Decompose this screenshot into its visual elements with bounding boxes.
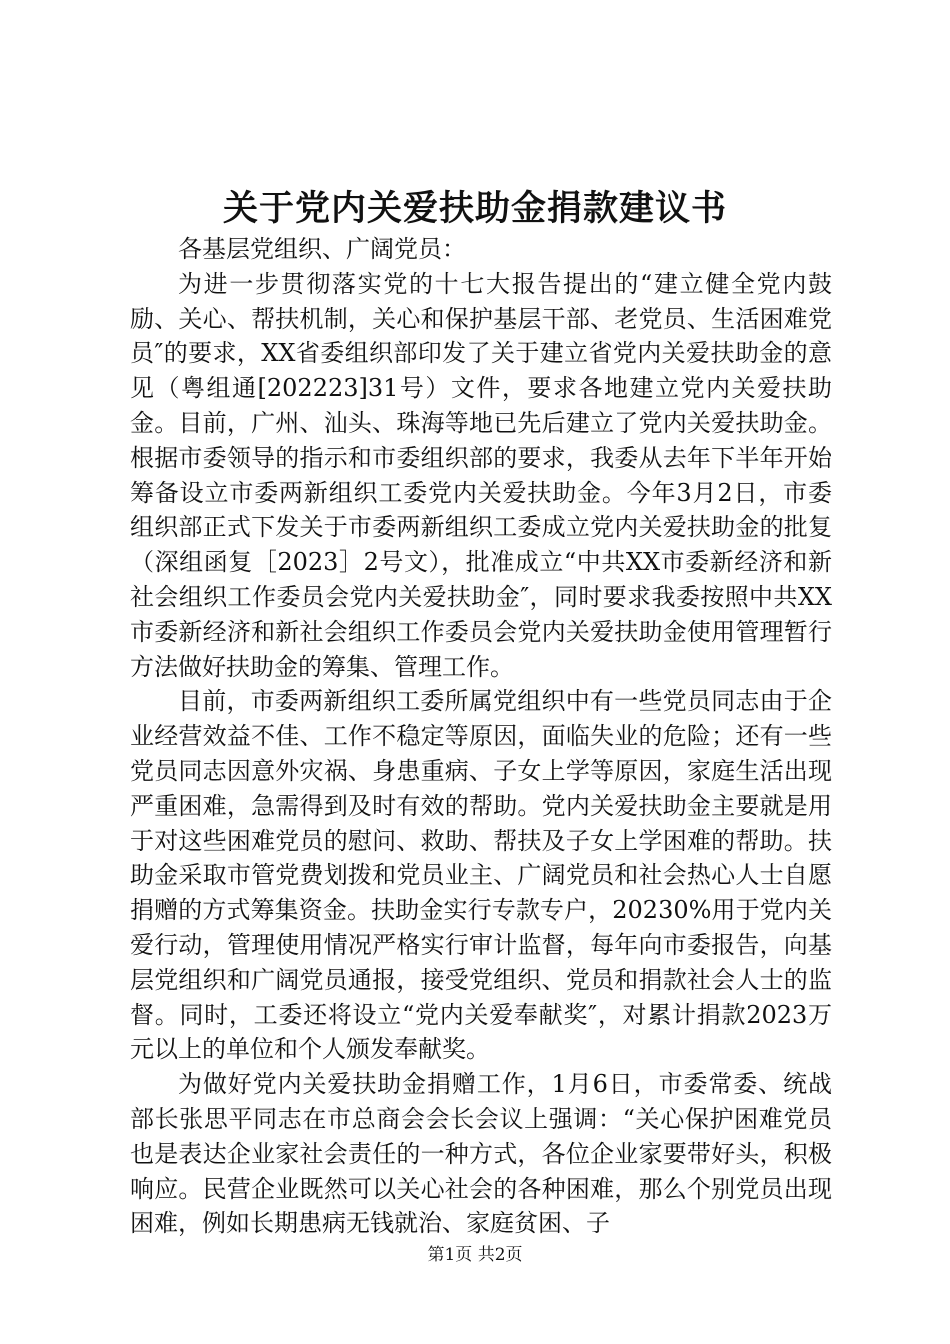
paragraph-1: 为进一步贯彻落实党的十七大报告提出的“建立健全党内鼓励、关心、帮扶机制，关心和保护基层干部、老党员、生活困难党员″的要求，XX省委组织部印发了关于建立省党内关爱扶助金的意见（粤组通[202223]31号）文件，要求各地建立党内关爱扶助金。目前，广州、汕头、珠海等地已先后建立了党内关爱扶助金。根据市委领导的指示和市委组织部的要求，我委从去年下半年开始筹备设立市委两新组织工委党内关爱扶助金。今年3月2日，市委组织部正式下发关于市委两新组织工委成立党内关爱扶助金的批复（深组函复［2023］2号文），批准成立“中共XX市委新经济和新社会组织工作委员会党内关爱扶助金″，同时要求我委按照中共XX市委新经济和新社会组织工作委员会党内关爱扶助金使用管理暂行方法做好扶助金的筹集、管理工作。 [130,269,832,681]
page-footer: 第1页 共2页 [427,1245,523,1265]
paragraph-3: 为做好党内关爱扶助金捐赠工作，1月6日，市委常委、统战部长张思平同志在市总商会会长会议上强调：“关心保护困难党员也是表达企业家社会责任的一种方式，各位企业家要带好头，积极响应。民营企业既然可以关心社会的各种困难，那么个别党员出现困难，例如长期患病无钱就治、家庭贫困、子 [130,1070,832,1238]
document-body [130,232,832,1241]
paragraph-2: 目前，市委两新组织工委所属党组织中有一些党员同志由于企业经营效益不佳、工作不稳定等原因，面临失业的危险；还有一些党员同志因意外灾祸、身患重病、子女上学等原因，家庭生活出现严重困难，急需得到及时有效的帮助。党内关爱扶助金主要就是用于对这些困难党员的慰问、救助、帮扶及子女上学困难的帮助。扶助金采取市管党费划拨和党员业主、广阔党员和社会热心人士自愿捐赠的方式筹集资金。扶助金实行专款专户，20230%用于党内关爱行动，管理使用情况严格实行审计监督，每年向市委报告，向基层党组织和广阔党员通报，接受党组织、党员和捐款社会人士的监督。同时，工委还将设立“党内关爱奉献奖″，对累计捐款2023万元以上的单位和个人颁发奉献奖。 [130,687,832,1064]
document-title: 关于党内关爱扶助金捐款建议书 [222,188,727,229]
salutation: 各基层党组织、广阔党员： [178,235,466,263]
